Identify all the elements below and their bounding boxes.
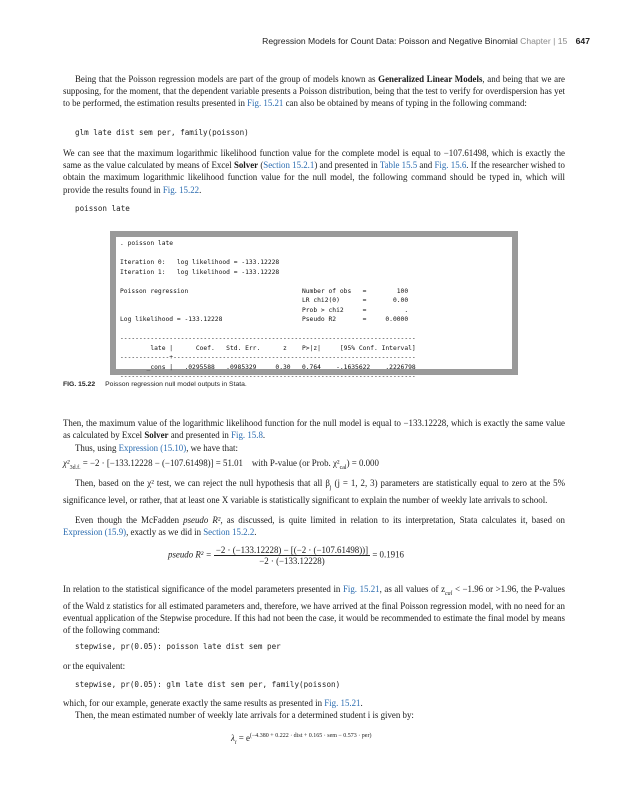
- figure-label: FIG. 15.22: [63, 381, 96, 388]
- link-section-15-2-1[interactable]: Section 15.2.1: [263, 160, 315, 171]
- paragraph-reject-null: Then, based on the χ² test, we can reject the null hypothesis that all $\beta_j$ (j = 1, 2, 3) parameters are statistically equal to zero at the 5% significance level, or rather, that at least one X variable is statistically significant to explain the number of weekly late arrivals to school.: [63, 478, 565, 505]
- paragraph-glm-intro: Being that the Poisson regression models are part of the group of models known as Generalized Linear Models, and being that we are supposing, for the moment, that the dependent variable presents a Poisson distribution, being that the test to verify for overdispersion has yet to be performed, the estimation results presented in Fig. 15.21 can also be obtained by means of typing in the following command:: [63, 74, 565, 109]
- link-fig-15-6[interactable]: Fig. 15.6: [434, 160, 467, 171]
- link-fig-15-21[interactable]: Fig. 15.21: [247, 98, 284, 109]
- term-glm: Generalized Linear Models: [378, 74, 483, 84]
- paragraph-pseudo-r2: Even though the McFadden pseudo R², as discussed, is quite limited in relation to its interpretation, Stata calculates it, based on Expression (15.9), exactly as we did in Section 15.2.2.: [63, 515, 565, 538]
- paragraph-loglik: We can see that the maximum logarithmic likelihood function value for the complete model is equal to −107.61498, which is exactly the same as the value calculated by means of Excel Solver (Section 15.2.1) and presented in Table 15.5 and Fig. 15.6. If the researcher wished to obtain the maximum logarithmic likelihood function value for the null model, the following command should be typed in, which will provide the results found in Fig. 15.22.: [63, 148, 565, 195]
- figure-caption-text: Poisson regression null model outputs in Stata.: [105, 381, 247, 388]
- paragraph-mean-estimated: Then, the mean estimated number of weekly late arrivals for a determined student i is given by:: [75, 710, 414, 720]
- link-fig-15-8[interactable]: Fig. 15.8: [231, 430, 263, 441]
- page-number: 647: [575, 36, 590, 46]
- code-poisson-command: poisson late: [75, 204, 130, 213]
- paragraph-or-equivalent: or the equivalent:: [63, 661, 126, 671]
- running-title: Regression Models for Count Data: Poisson and Negative Binomial: [262, 36, 518, 46]
- code-glm-command: glm late dist sem per, family(poisson): [75, 128, 249, 137]
- link-expression-15-9[interactable]: Expression (15.9): [63, 527, 127, 538]
- running-header: [0, 36, 590, 46]
- paragraph-null-model: Then, the maximum value of the logarithmic likelihood function for the null model is equal to −133.12228, which is exactly the same value as calculated by Excel Solver and presented in Fig. 15.8.: [63, 418, 565, 441]
- code-stepwise-glm: stepwise, pr(0.05): glm late dist sem per, family(poisson): [75, 680, 341, 689]
- code-stepwise-poisson: stepwise, pr(0.05): poisson late dist sem per: [75, 642, 281, 651]
- paragraph-using-expression: Thus, using Expression (15.10), we have that:: [75, 443, 238, 453]
- paragraph-significance: In relation to the statistical significance of the model parameters presented in Fig. 15.21, as all values of $z_{cal} < -1.96$ or >1.96, the P-values of the Wald z statistics for all estimated parameters and, therefore, we have arrived at the final Poisson regression model, with no need for an eventual application of the Stepwise procedure. If this had not been the case, it would be recommended to estimate the final model by means of the following command:: [63, 584, 565, 636]
- pseudo-r2-numerator: −2 · (−133.12228) − [(−2 · (−107.61498))]: [215, 545, 369, 555]
- chapter-label: Chapter | 15: [520, 36, 568, 46]
- lambda-exponent: (−4.380 + 0.222 · dist + 0.165 · sem − 0.573 · per): [249, 733, 372, 740]
- link-fig-15-21-b[interactable]: Fig. 15.21: [342, 584, 380, 594]
- stata-output-figure: [110, 231, 518, 380]
- equation-pseudo-r2: pseudo R² = $\frac{-2 \cdot (-133.12228) - [(-2 \cdot (-107.61498))]}{-2 \cdot (-133.12228)}$ = 0.1916: [168, 545, 404, 566]
- link-fig-15-21-c[interactable]: Fig. 15.21: [324, 698, 361, 708]
- figure-caption: [63, 381, 247, 388]
- paragraph-same-results: which, for our example, generate exactly the same results as presented in Fig. 15.21.: [63, 698, 363, 708]
- link-fig-15-22[interactable]: Fig. 15.22: [162, 184, 200, 195]
- pseudo-r2-denominator: −2 · (−133.12228): [259, 556, 325, 566]
- link-expression-15-10[interactable]: Expression (15.10): [118, 443, 187, 453]
- pseudo-r2-result: = 0.1916: [372, 549, 404, 560]
- link-section-15-2-2[interactable]: Section 15.2.2: [203, 527, 255, 538]
- equation-chi-square: $\chi^2_{3d.f.} = -2 \cdot [-133.12228 - (-107.61498)] = 51.01$ with P-value (or Prob. $\chi^2_{cal}) = 0.000$: [63, 458, 379, 471]
- equation-lambda: $\lambda_i = e^{(-4.380 + 0.222 \cdot dist + 0.165 \cdot sem - 0.573 \cdot per)}$: [231, 733, 372, 746]
- stata-output-text: . poisson late Iteration 0: log likelihood = -133.12228 Iteration 1: log likelihood = -133.12228 Poisson regression Number of obs = 100 LR chi2(0) = 0.00 Prob > chi2 = . Log likelihood = -133.12228 Pseudo R2 = 0.0000 ------------------------------------------------------------------------------ late | Coef. Std. Err. z P>|z| [95% Conf. Interval] -------------+---------------------------------------------------------------- _cons | .0295588 .0985329 0.30 0.764 -.1635622 .2226798 ------------------------------------------------------------------------------: [116, 237, 512, 369]
- link-table-15-5[interactable]: Table 15.5: [379, 160, 418, 171]
